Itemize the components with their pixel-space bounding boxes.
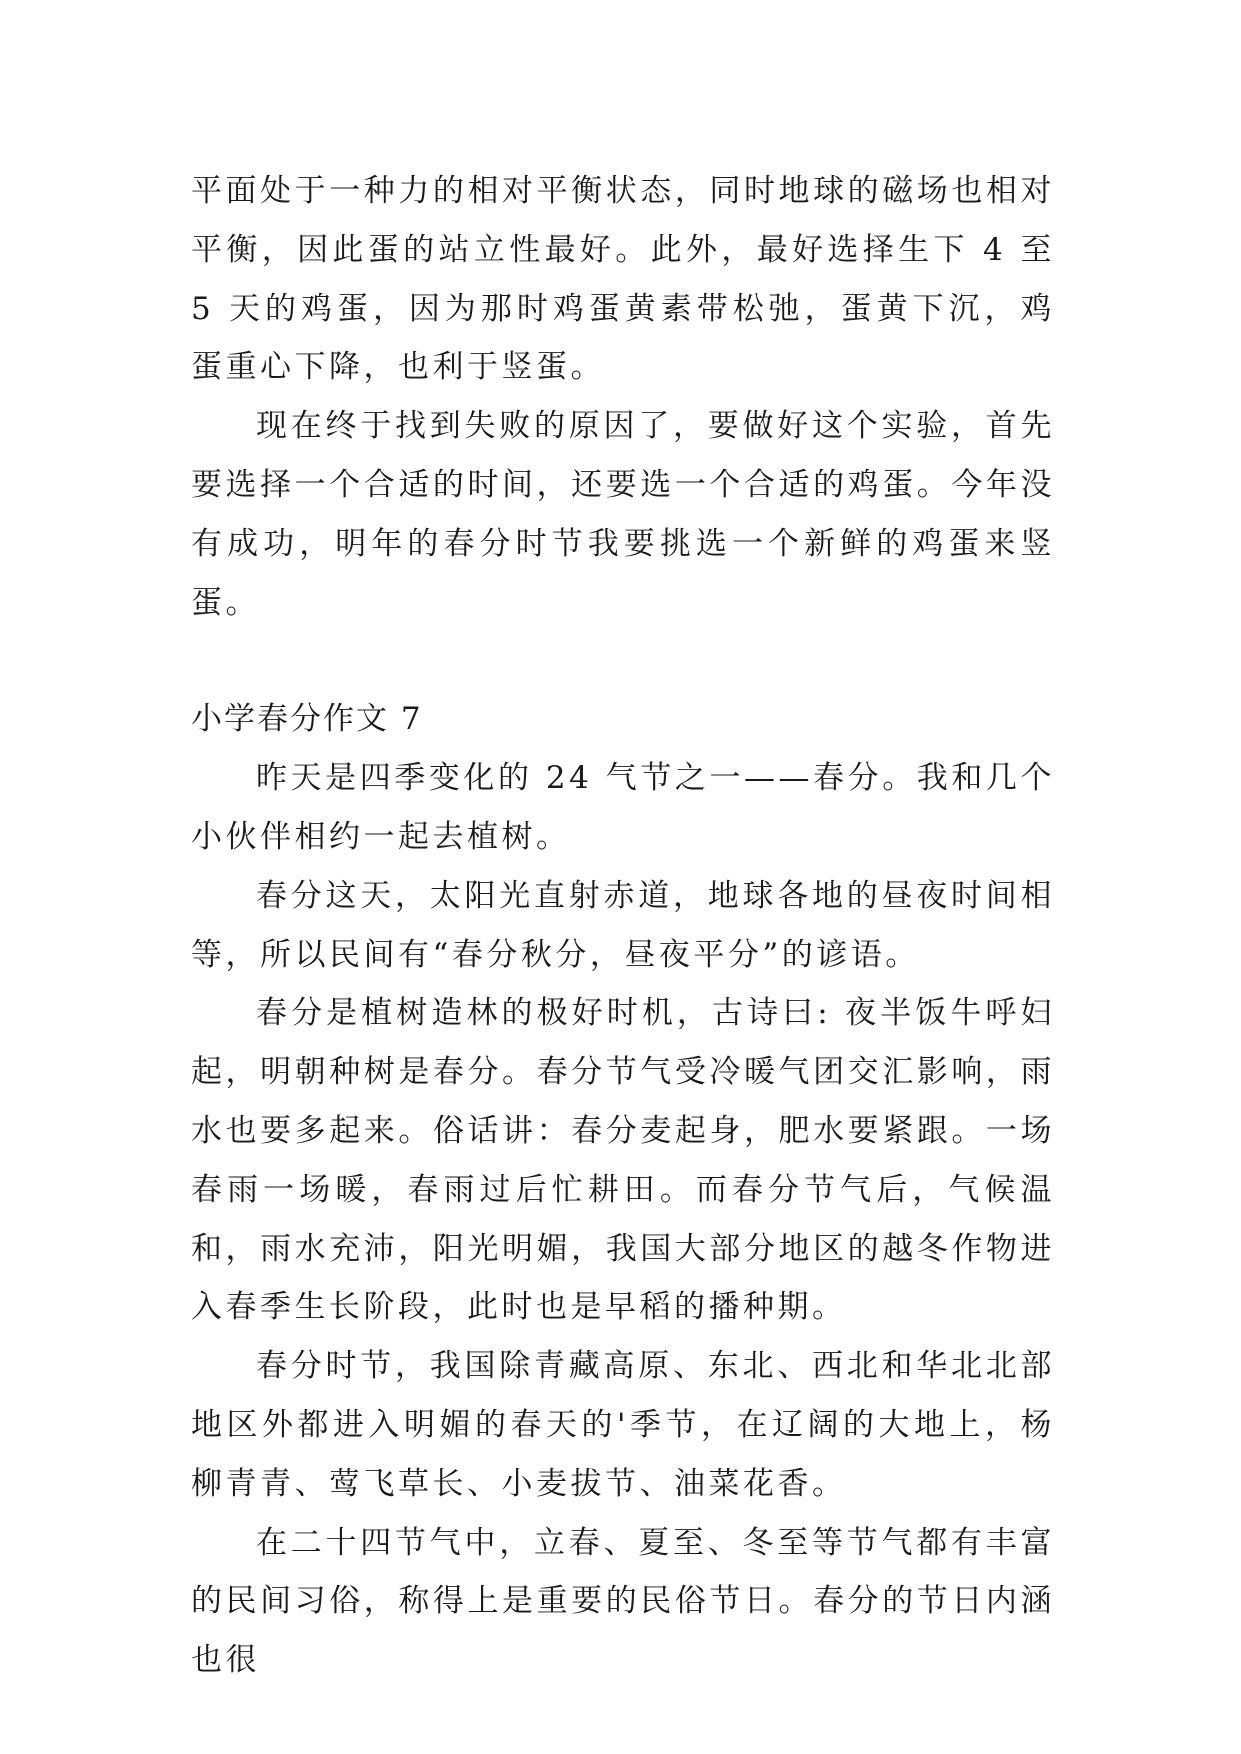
paragraph: 春分时节，我国除青藏高原、东北、西北和华北北部地区外都进入明媚的春天的'季节，在辽阔的大地上，杨柳青青、莺飞草长、小麦拔节、油菜花香。 [191,1348,1055,1502]
paragraph: 昨天是四季变化的 24 气节之一——春分。我和几个小伙伴相约一起去植树。 [191,760,1055,855]
paragraph: 春分是植树造林的极好时机，古诗曰: 夜半饭牛呼妇起，明朝种树是春分。春分节气受冷暖气团交汇影响，雨水也要多起来。俗话讲：春分麦起身，肥水要紧跟。一场春雨一场暖，春雨过后忙耕田。而春分节气后，气候温和，雨水充沛，阳光明媚，我国大部分地区的越冬作物进入春季生长阶段，此时也是早稻的播种期。 [191,995,1055,1326]
document-body [191,162,1055,1690]
paragraph-continued: 平面处于一种力的相对平衡状态，同时地球的磁场也相对平衡，因此蛋的站立性最好。此外，最好选择生下 4 至 5 天的鸡蛋，因为那时鸡蛋黄素带松弛，蛋黄下沉，鸡蛋重心下降，也利于竖蛋。 [191,173,1055,386]
paragraph: 在二十四节气中，立春、夏至、冬至等节气都有丰富的民间习俗，称得上是重要的民俗节日。春分的节日内涵也很 [191,1524,1055,1679]
paragraph: 现在终于找到失败的原因了，要做好这个实验，首先要选择一个合适的时间，还要选一个合适的鸡蛋。今年没有成功，明年的春分时节我要挑选一个新鲜的鸡蛋来竖蛋。 [191,408,1055,621]
section-title: 小学春分作文 7 [191,701,423,738]
paragraph: 春分这天，太阳光直射赤道，地球各地的昼夜时间相等，所以民间有“春分秋分，昼夜平分”的谚语。 [191,877,1055,973]
